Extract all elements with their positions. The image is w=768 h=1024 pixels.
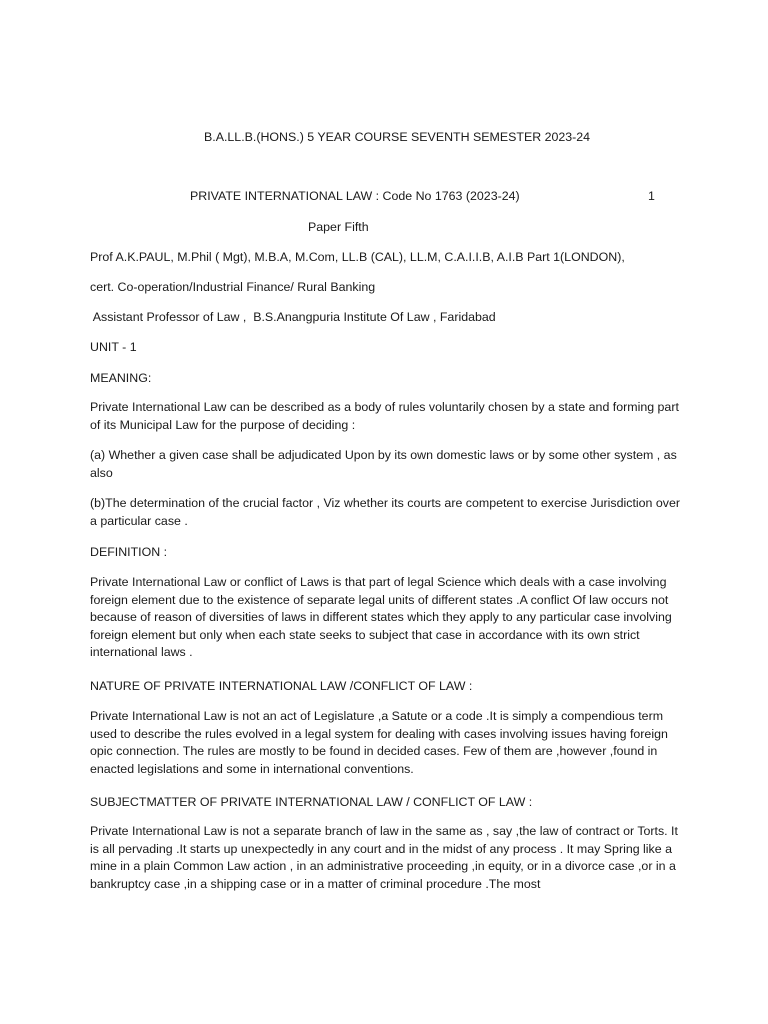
page-number: 1: [648, 189, 655, 203]
author-line: Prof A.K.PAUL, M.Phil ( Mgt), M.B.A, M.Com, LL.B (CAL), LL.M, C.A.I.I.B, A.I.B Part 1(LONDON),: [90, 250, 625, 264]
course-title: B.A.LL.B.(HONS.) 5 YEAR COURSE SEVENTH SEMESTER 2023-24: [204, 130, 591, 144]
unit-heading: UNIT - 1: [90, 340, 137, 354]
subject-title: PRIVATE INTERNATIONAL LAW : Code No 1763 (2023-24): [190, 189, 520, 203]
subject-matter-paragraph: Private International Law is not a separate branch of law in the same as , say ,the law of contract or Torts. It is all pervading .It starts up unexpectedly in any court and in the midst of any process . It may Spring like a mine in a plain Common Law action , in an administrative proceeding ,in equity, or in a divorce case ,or in a bankruptcy case ,in a shipping case or in a matter of criminal procedure .The most: [90, 824, 678, 891]
paper-label: Paper Fifth: [308, 220, 369, 234]
meaning-paragraph: Private International Law can be described as a body of rules voluntarily chosen by a state and forming part of its Municipal Law for the purpose of deciding :: [90, 400, 679, 432]
nature-paragraph: Private International Law is not an act of Legislature ,a Satute or a code .It is simply a compendious term used to describe the rules evolved in a legal system for dealing with cases involving issues having foreign opic connection. The rules are mostly to be found in decided cases. Few of them are ,however ,found in enacted legislations and some in international conventions.: [90, 709, 668, 776]
point-b-paragraph: (b)The determination of the crucial factor , Viz whether its courts are competent to exercise Jurisdiction over a particular case .: [90, 496, 680, 528]
meaning-heading: MEANING:: [90, 371, 152, 385]
subject-matter-heading: SUBJECTMATTER OF PRIVATE INTERNATIONAL LAW / CONFLICT OF LAW :: [90, 795, 533, 809]
nature-heading: NATURE OF PRIVATE INTERNATIONAL LAW /CONFLICT OF LAW :: [90, 679, 473, 693]
point-a-paragraph: (a) Whether a given case shall be adjudicated Upon by its own domestic laws or by some other system , as also: [90, 448, 677, 480]
definition-heading: DEFINITION :: [90, 545, 168, 559]
definition-paragraph: Private International Law or conflict of Laws is that part of legal Science which deals with a case involving foreign element due to the existence of separate legal units of different states .A conflict Of law occurs not because of reason of diversities of laws in different states which they apply to any particular case involving foreign element but only when each state seeks to subject that case in accordance with its own strict international laws .: [90, 575, 672, 660]
position-line: Assistant Professor of Law , B.S.Anangpuria Institute Of Law , Faridabad: [90, 310, 496, 324]
cert-line: cert. Co-operation/Industrial Finance/ Rural Banking: [90, 280, 376, 294]
